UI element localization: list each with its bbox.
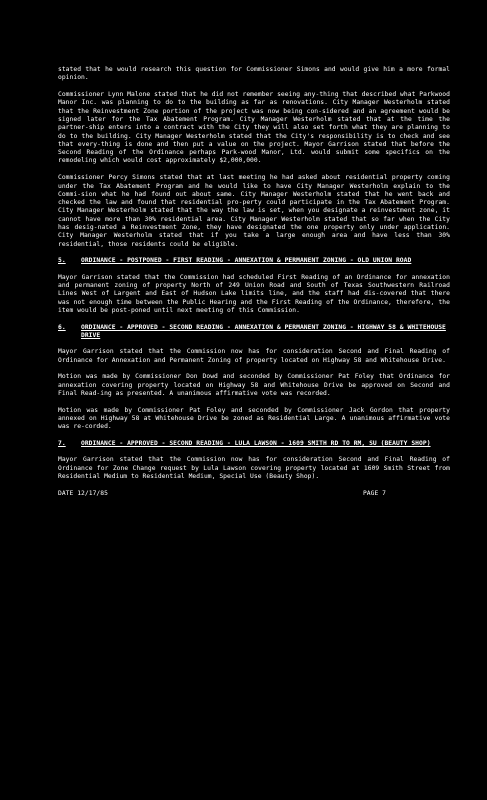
paragraph: Mayor Garrison stated that the Commission now has for consideration Second and Final Reading of Ordinance for Zone Change request by Lula Lawson covering property located at 1609 Smith Street from Residential Medium to Residential Medium, Special Use (Beauty Shop). xyxy=(58,456,450,481)
paragraph: Motion was made by Commissioner Pat Foley and seconded by Commissioner Jack Gordon that property annexed on Highway 58 at Whitehouse Drive be zoned as Residential Large. A unanimous affirmative vote was re-corded. xyxy=(58,406,450,431)
section-title: ORDINANCE - POSTPONED - FIRST READING - ANNEXATION & PERMANENT ZONING - OLD UNION ROAD xyxy=(81,257,412,265)
paragraph: Motion was made by Commissioner Don Dowd and seconded by Commissioner Pat Foley that Ordinance for annexation covering property located on Highway 58 and Whitehouse Drive be approved on Second and Final Read-ing as presented. A unanimous affirmative vote was recorded. xyxy=(58,373,450,397)
section-title: ORDINANCE - APPROVED - SECOND READING - ANNEXATION & PERMANENT ZONING - HIGHWAY 58 & WHITEHOUSE DRIVE xyxy=(81,323,446,340)
section-heading xyxy=(58,257,450,265)
paragraph: Mayor Garrison stated that the Commission now has for consideration Second and Final Reading of Ordinance for Annexation and Permanent Zoning of property located on Highway 58 and Whitehouse Drive. xyxy=(58,348,450,364)
section-heading xyxy=(58,440,450,448)
footer-date: DATE 12/17/85 xyxy=(58,489,108,497)
footer-page-number: PAGE 7 xyxy=(362,489,386,497)
document-page xyxy=(58,66,450,498)
section-number: 6. xyxy=(58,323,66,331)
paragraph: Commissioner Percy Simons stated that at last meeting he had asked about residential property coming under the Tax Abatement Program and he would like to have City Manager Westerholm explain to the Commi-sion what he had found out about same. City Manager Westerholm stated that he went back and checked the law and found that residential pro-perty could participate in the Tax Abatement Program. City Manager Westerholm stated that the way the law is set, when you designate a reinvestment zone, it cannot have more than 30% residential area. City Manager Westerholm stated that so far when the City has desig-nated a Reinvestment Zone, they have designated the one property only under application. City Manager Westerholm stated that if you take a large enough area and have less than 30% residential, those residents could be eligible. xyxy=(58,174,450,248)
section-title: ORDINANCE - APPROVED - SECOND READING - LULA LAWSON - 1609 SMITH RD TO RM, SU (BEAUTY SHOP) xyxy=(81,440,431,448)
paragraph: Commissioner Lynn Malone stated that he did not remember seeing any-thing that described what Parkwood Manor Inc. was planning to do to the building as far as renovations. City Manager Westerholm stated that the Reinvestment Zone portion of the project was now being con-sidered and an agreement would be signed later for the Tax Abatement Program. City Manager Westerholm stated that at the time the partner-ship enters into a contract with the City they will also set forth what they are planning to do to the building. City Manager Westerholm stated that the City's responsibility is to check and see that every-thing is done and then put a value on the project. Mayor Garrison stated that before the Second Reading of the Ordinance perhaps Park-wood Manor, Ltd. would submit some specifics on the remodeling which would cost approximately $2,000,000. xyxy=(58,91,450,165)
section-number: 7. xyxy=(58,440,66,448)
section-heading xyxy=(58,324,450,341)
page-footer xyxy=(58,490,450,498)
paragraph: Mayor Garrison stated that the Commission had scheduled First Reading of an Ordinance for annexation and permanent zoning of property North of 249 Union Road and South of Texas Southwestern Railroad Lines West of Largent and East of Hudson Lake limits line, and the staff had dis-covered that there was not enough time between the Public Hearing and the First Reading of the Ordinance, therefore, the item would be post-poned until next meeting of this Commission. xyxy=(58,273,450,314)
section-number: 5. xyxy=(58,257,66,265)
paragraph: stated that he would research this question for Commissioner Simons and would give him a more formal opinion. xyxy=(58,66,450,82)
